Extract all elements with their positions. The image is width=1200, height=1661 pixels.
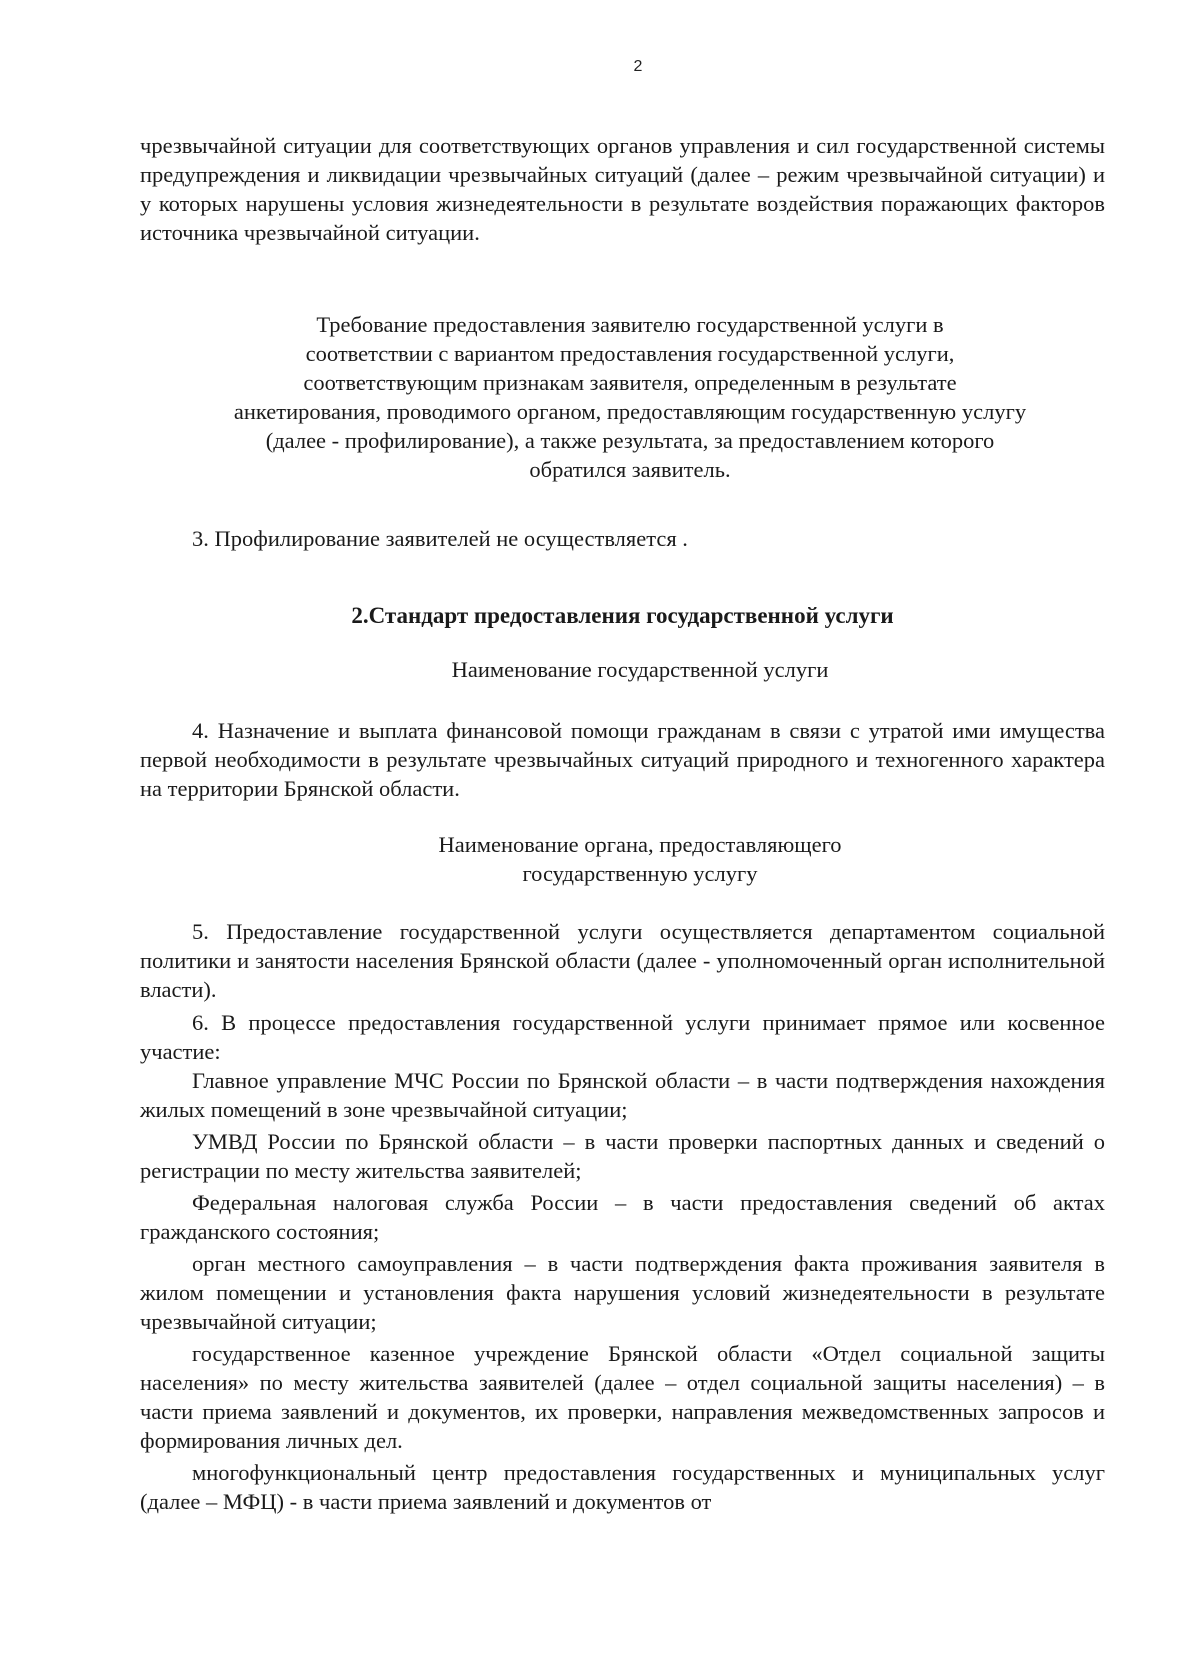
- subtitle-organ: [140, 830, 1140, 888]
- requirement-heading-line: (далее - профилирование), а также результата, за предоставлением которого: [265, 428, 995, 453]
- page-number: 2: [633, 58, 643, 75]
- participant-item: многофункциональный центр предоставления государственных и муниципальных услуг (далее – МФЦ) - в части приема заявлений и документов от: [140, 1460, 1105, 1514]
- requirement-heading-line: соответствующим признакам заявителя, определенным в результате: [303, 370, 957, 395]
- subtitle-organ-line: Наименование органа, предоставляющего: [438, 832, 842, 857]
- participants-list: [140, 1066, 1105, 1519]
- participant-item: УМВД России по Брянской области – в части проверки паспортных данных и сведений о регистрации по месту жительства заявителей;: [140, 1129, 1105, 1183]
- requirement-heading-line: обратился заявитель.: [529, 457, 731, 482]
- requirement-heading-line: соответствии с вариантом предоставления государственной услуги,: [305, 341, 955, 366]
- subtitle-organ-line: государственную услугу: [522, 861, 758, 886]
- paragraph-3: 3. Профилирование заявителей не осуществляется .: [192, 526, 688, 551]
- section-title: 2.Стандарт предоставления государственной услуги: [351, 603, 894, 628]
- requirement-heading-line: анкетирования, проводимого органом, предоставляющим государственную услугу: [233, 399, 1027, 424]
- paragraph-intro: чрезвычайной ситуации для соответствующих органов управления и сил государственной системы предупреждения и ликвидации чрезвычайных ситуаций (далее – режим чрезвычайной ситуации) и у которых нарушены условия жизнедеятельности в результате воздействия поражающих факторов источника чрезвычайной ситуации.: [140, 133, 1105, 245]
- paragraph-6: 6. В процессе предоставления государственной услуги принимает прямое или косвенное участие:: [140, 1010, 1105, 1064]
- participant-item: государственное казенное учреждение Брянской области «Отдел социальной защиты населения» по месту жительства заявителей (далее – отдел социальной защиты населения) – в части приема заявлений и документов, их проверки, направления межведомственных запросов и формирования личных дел.: [140, 1341, 1105, 1453]
- requirement-heading: [140, 310, 1120, 484]
- participant-item: Главное управление МЧС России по Брянской области – в части подтверждения нахождения жилых помещений в зоне чрезвычайной ситуации;: [140, 1068, 1105, 1122]
- paragraph-4: 4. Назначение и выплата финансовой помощи гражданам в связи с утратой ими имущества первой необходимости в результате чрезвычайных ситуаций природного и техногенного характера на территории Брянской области.: [140, 718, 1105, 801]
- paragraph-5: 5. Предоставление государственной услуги осуществляется департаментом социальной политики и занятости населения Брянской области (далее - уполномоченный орган исполнительной власти).: [140, 919, 1105, 1002]
- participant-item: Федеральная налоговая служба России – в части предоставления сведений об актах гражданского состояния;: [140, 1190, 1105, 1244]
- participant-item: орган местного самоуправления – в части подтверждения факта проживания заявителя в жилом помещении и установления факта нарушения условий жизнедеятельности в результате чрезвычайной ситуации;: [140, 1251, 1105, 1334]
- subtitle-service-name: Наименование государственной услуги: [451, 657, 829, 682]
- requirement-heading-line: Требование предоставления заявителю государственной услуги в: [316, 312, 944, 337]
